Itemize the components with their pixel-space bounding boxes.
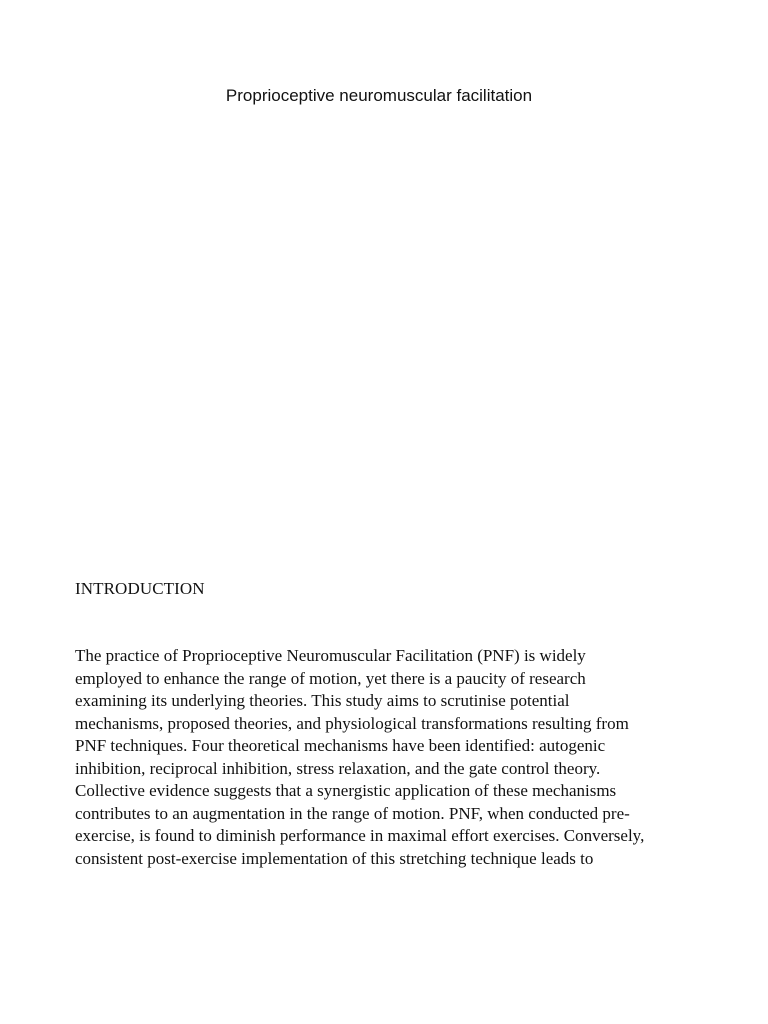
paragraph-line: The practice of Proprioceptive Neuromuscular Facilitation (PNF) is widely <box>75 646 586 665</box>
paragraph-line: Collective evidence suggests that a synergistic application of these mechanisms <box>75 781 617 800</box>
paragraph-line: mechanisms, proposed theories, and physiological transformations resulting from <box>75 713 629 733</box>
section-heading-introduction: INTRODUCTION <box>75 579 205 598</box>
introduction-paragraph <box>75 645 695 870</box>
paragraph-line: employed to enhance the range of motion, yet there is a paucity of research <box>75 668 586 688</box>
paragraph-line: examining its underlying theories. This study aims to scrutinise potential <box>75 691 570 710</box>
paragraph-line: PNF techniques. Four theoretical mechanisms have been identified: autogenic <box>75 736 606 755</box>
document-title: Proprioceptive neuromuscular facilitation <box>225 86 533 105</box>
paragraph-line: consistent post-exercise implementation of this stretching technique leads to <box>75 848 594 868</box>
paragraph-line: contributes to an augmentation in the range of motion. PNF, when conducted pre- <box>75 803 630 823</box>
paragraph-line: inhibition, reciprocal inhibition, stress relaxation, and the gate control theory. <box>75 758 601 778</box>
paragraph-line: exercise, is found to diminish performance in maximal effort exercises. Conversely, <box>75 826 645 845</box>
